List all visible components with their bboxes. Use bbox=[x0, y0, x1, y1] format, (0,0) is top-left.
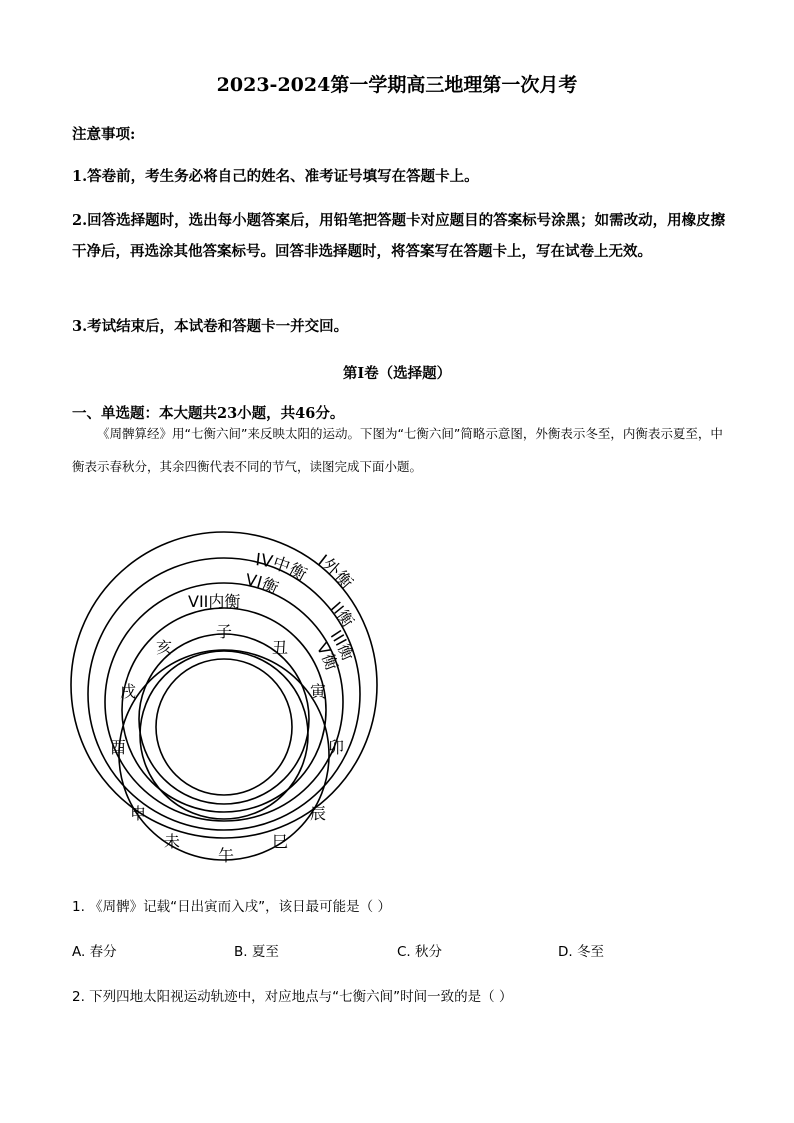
branch-wei: 未 bbox=[164, 832, 181, 851]
branch-chen: 辰 bbox=[310, 804, 327, 823]
intro-paragraph: 《周髀算经》用“七衡六间”来反映太阳的运动。下图为“七衡六间”简略示意图，外衡表示冬至，内衡表示夏至，中衡表示春秋分，其余四衡代表不同的节气，读图完成下面小题。 bbox=[72, 426, 723, 474]
branch-yin: 寅 bbox=[310, 682, 327, 701]
ring-label-6: VI衡 bbox=[244, 569, 282, 598]
ring-label-outer: I外衡 bbox=[313, 551, 357, 594]
branch-zi: 子 bbox=[216, 622, 233, 641]
ring-label-3: III衡 bbox=[326, 626, 358, 664]
ring-label-5: V衡 bbox=[312, 639, 342, 673]
notice-item-2: 2.回答选择题时，选出每小题答案后，用铅笔把答题卡对应题目的答案标号涂黑；如需改动，用橡皮擦干净后，再选涂其他答案标号。回答非选择题时，将答案写在答题卡上，写在试卷上无效。 bbox=[72, 212, 726, 260]
ring-label-middle: IV中衡 bbox=[254, 550, 310, 586]
branch-wu: 午 bbox=[218, 846, 235, 865]
page-title: 2023-2024第一学期高三地理第一次月考 bbox=[216, 74, 578, 96]
question-2-stem: 2. 下列四地太阳视运动轨迹中，对应地点与“七衡六间”时间一致的是（ ） bbox=[72, 989, 513, 1005]
question-1-option-a[interactable]: A. 春分 bbox=[72, 944, 117, 960]
part-title: 一、单选题：本大题共23小题，共46分。 bbox=[72, 405, 345, 422]
question-1-option-b[interactable]: B. 夏至 bbox=[234, 944, 279, 960]
branch-xu: 戌 bbox=[120, 682, 137, 701]
ring-label-2: II衡 bbox=[327, 598, 358, 631]
branch-hai: 亥 bbox=[156, 638, 173, 657]
branch-shen: 申 bbox=[130, 804, 147, 823]
ring-inner bbox=[119, 650, 329, 860]
question-1-option-d[interactable]: D. 冬至 bbox=[558, 944, 604, 960]
branch-mao: 卯 bbox=[328, 738, 345, 757]
branch-si: 巳 bbox=[272, 832, 289, 851]
ring-label-inner: VII内衡 bbox=[188, 592, 241, 611]
ring-6 bbox=[156, 659, 292, 795]
branch-chou: 丑 bbox=[272, 638, 289, 657]
seven-heng-six-jian-diagram bbox=[60, 525, 400, 870]
notice-item-1: 1.答卷前，考生务必将自己的姓名、准考证号填写在答题卡上。 bbox=[72, 168, 479, 185]
section-title: 第I卷（选择题） bbox=[342, 365, 452, 382]
notice-item-3: 3.考试结束后，本试卷和答题卡一并交回。 bbox=[72, 318, 349, 335]
question-1-stem: 1. 《周髀》记载“日出寅而入戌”，该日最可能是（ ） bbox=[72, 899, 391, 915]
branch-you: 酉 bbox=[110, 738, 127, 757]
question-1-option-c[interactable]: C. 秋分 bbox=[397, 944, 443, 960]
notice-heading: 注意事项: bbox=[72, 126, 136, 143]
